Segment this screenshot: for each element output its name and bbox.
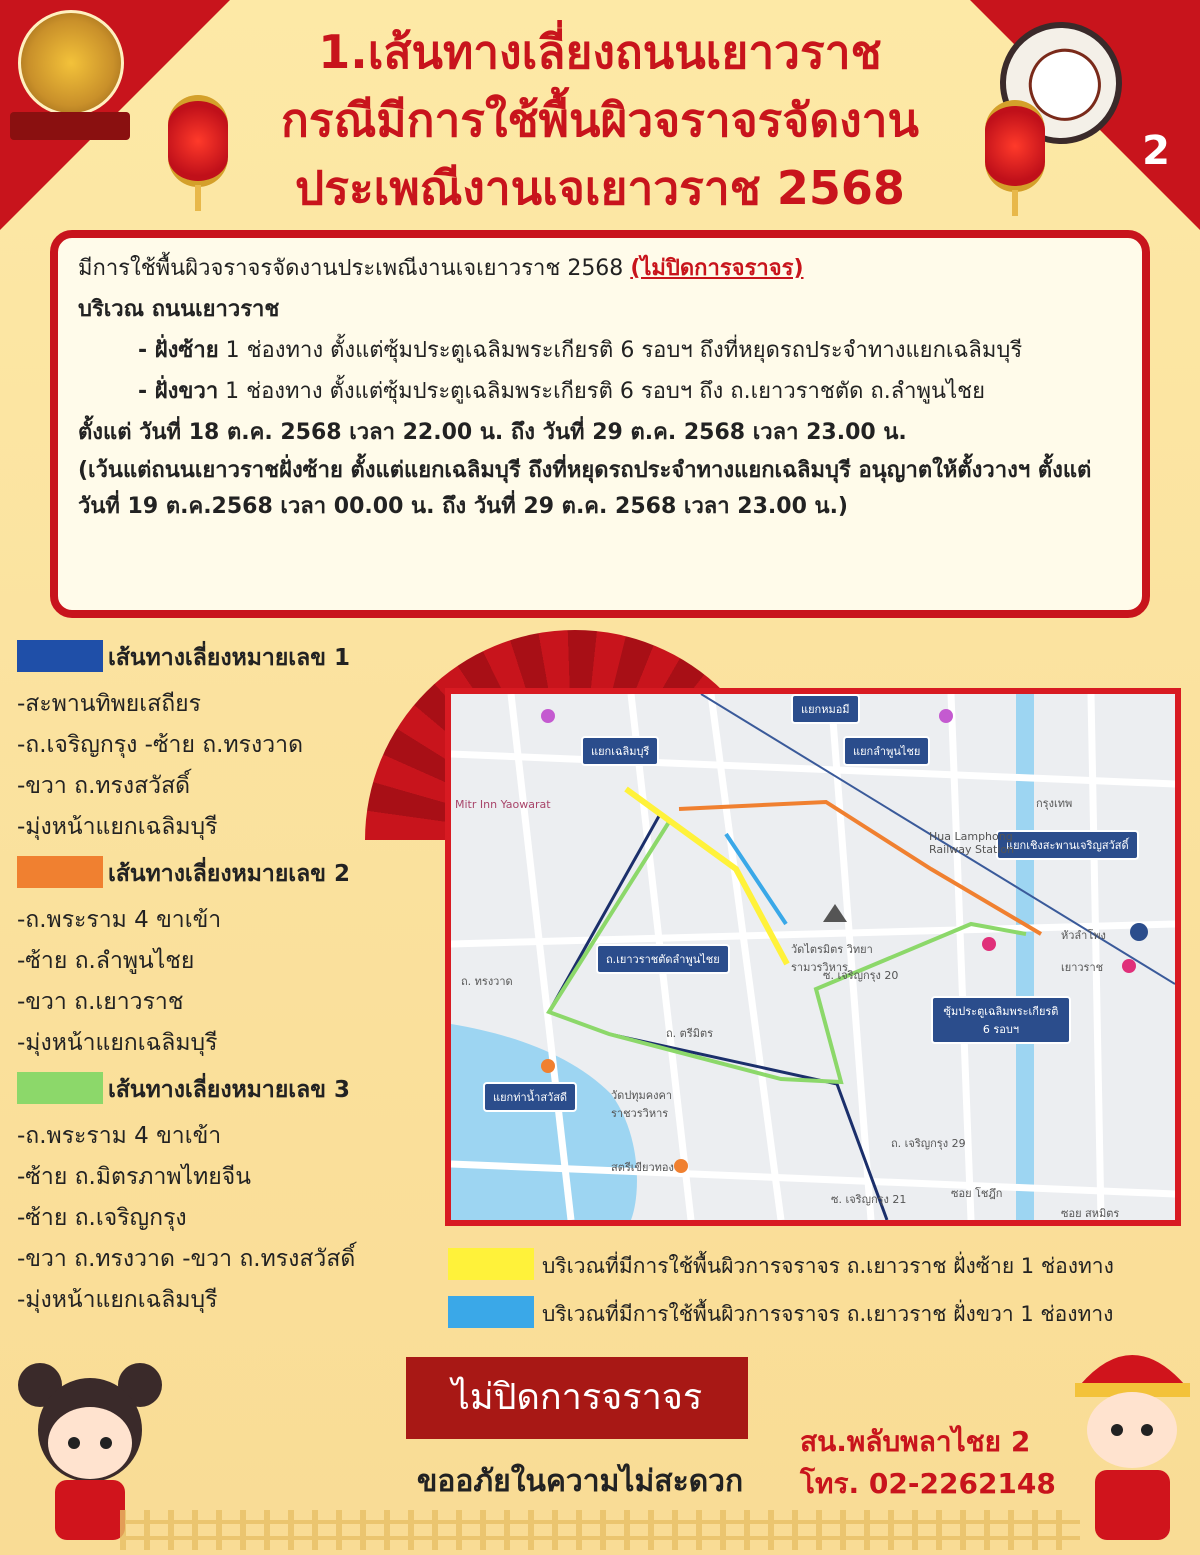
page-number-badge: 2	[1142, 128, 1170, 174]
left-lane-legend: บริเวณที่มีการใช้พื้นผิวการจราจร ถ.เยาวราช ฝั่งซ้าย 1 ช่องทาง	[542, 1254, 1114, 1278]
left-side-info: - ฝั่งซ้าย 1 ช่องทาง ตั้งแต่ซุ้มประตูเฉลิมพระเกียรติ 6 รอบฯ ถึงที่หยุดรถประจำทางแยกเฉลิมบุรี	[138, 338, 1023, 363]
route-2-step: -ถ.พระราม 4 ขาเข้า	[17, 907, 222, 933]
poi-marker	[541, 1059, 555, 1073]
station-name: สน.พลับพลาไชย 2	[800, 1425, 1031, 1458]
place-label: ซ. เจริญกรุง 21	[831, 1193, 907, 1206]
route-1-step: -มุ่งหน้าแยกเฉลิมบุรี	[17, 814, 218, 840]
route-3-step: -ซ้าย ถ.เจริญกรุง	[17, 1205, 187, 1231]
right-lane-swatch	[448, 1296, 534, 1328]
route-1-title: เส้นทางเลี่ยงหมายเลข 1	[108, 645, 350, 671]
not-closed-flag: (ไม่ปิดการจราจร)	[630, 256, 804, 281]
boy-mascot-icon	[1065, 1325, 1200, 1545]
route-1-step: -สะพานทิพยเสถียร	[17, 691, 201, 717]
poi-marker	[541, 709, 555, 723]
poi-marker	[674, 1159, 688, 1173]
route-3-swatch	[17, 1072, 103, 1104]
place-label: ถ. ตรีมิตร	[666, 1027, 714, 1040]
canal-area	[1016, 694, 1034, 1220]
callout-tha-nam-sawatdi: แยกท่าน้ำสวัสดี	[483, 1082, 577, 1112]
route-3-step: -ขวา ถ.ทรงวาด -ขวา ถ.ทรงสวัสดิ์	[17, 1246, 356, 1272]
mrt-station-icon	[1130, 923, 1148, 941]
poi-marker	[1122, 959, 1136, 973]
title-line-2: กรณีมีการใช้พื้นผิวจราจรจัดงาน	[281, 93, 919, 147]
page-title	[200, 18, 1000, 222]
exception-text: (เว้นแต่ถนนเยาวราชฝั่งซ้าย ตั้งแต่แยกเฉลิมบุรี ถึงที่หยุดรถประจำทางแยกเฉลิมบุรี อนุญาตให้ตั้งวางฯ ตั้งแต่ วันที่ 19 ต.ค.2568 เวลา 00.00 น. ถึง วันที่ 29 ต.ค. 2568 เวลา 23.00 น.)	[78, 458, 1092, 519]
route-1-step: -ถ.เจริญกรุง -ซ้าย ถ.ทรงวาด	[17, 732, 304, 758]
route-3-step: -มุ่งหน้าแยกเฉลิมบุรี	[17, 1287, 218, 1313]
period-text: ตั้งแต่ วันที่ 18 ต.ค. 2568 เวลา 22.00 น. ถึง วันที่ 29 ต.ค. 2568 เวลา 23.00 น.	[78, 420, 907, 445]
route-2-title: เส้นทางเลี่ยงหมายเลข 2	[108, 861, 350, 887]
route-1-swatch	[17, 640, 103, 672]
info-line-1: มีการใช้พื้นผิวจราจรจัดงานประเพณีงานเจเยาวราช 2568 (ไม่ปิดการจราจร)	[78, 256, 804, 281]
not-closed-banner: ไม่ปิดการจราจร	[406, 1357, 748, 1439]
right-side-info: - ฝั่งขวา 1 ช่องทาง ตั้งแต่ซุ้มประตูเฉลิมพระเกียรติ 6 รอบฯ ถึง ถ.เยาวราชตัด ถ.ลำพูนไชย	[138, 379, 985, 404]
route-3-step: -ถ.พระราม 4 ขาเข้า	[17, 1123, 222, 1149]
greek-key-border	[120, 1510, 1080, 1550]
callout-lamphun-chai-junction: แยกลำพูนไชย	[843, 736, 930, 766]
info-box	[50, 230, 1150, 618]
police-logo-caption	[10, 112, 130, 140]
poi-marker	[939, 709, 953, 723]
area-label: บริเวณ ถนนเยาวราช	[78, 297, 280, 322]
place-label: ซอย สหมิตร	[1061, 1207, 1120, 1220]
route-1-step: -ขวา ถ.ทรงสวัสดิ์	[17, 773, 191, 799]
station-phone: โทร. 02-2262148	[800, 1467, 1056, 1500]
callout-charoen-sawat-bridge: แยกเชิงสะพานเจริญสวัสดิ์	[996, 830, 1139, 860]
place-label: วัดปทุมคงคา ราชวรวิหาร	[611, 1089, 673, 1120]
route-3-title: เส้นทางเลี่ยงหมายเลข 3	[108, 1077, 350, 1103]
title-line-3: ประเพณีงานเจเยาวราช 2568	[295, 161, 905, 215]
police-logo-left	[18, 10, 124, 116]
left-lane-swatch	[448, 1248, 534, 1280]
place-label: ถ. เจริญกรุง 29	[891, 1137, 966, 1150]
route-2-step: -ซ้าย ถ.ลำพูนไชย	[17, 948, 195, 974]
place-label: ถ. ทรงวาด	[461, 975, 513, 988]
place-label: หัวลำโพง	[1061, 929, 1106, 942]
place-label: กรุงเทพ	[1036, 797, 1073, 810]
callout-yaowarat-lamphun-chai: ถ.เยาวราชตัดลำพูนไชย	[596, 944, 730, 974]
place-label: ซอย โชฎึก	[951, 1187, 1003, 1200]
callout-mo-mi-junction: แยกหมอมี	[791, 694, 860, 724]
place-label: Mitr Inn Yaowarat	[455, 798, 551, 811]
place-label: วัดไตรมิตร วิทยารามวรวิหาร	[791, 943, 873, 974]
place-label: ซ. เจริญกรุง 20	[823, 969, 899, 982]
title-line-1: 1.เส้นทางเลี่ยงถนนเยาวราช	[318, 25, 882, 79]
place-label: สตรีเขียวทอง	[611, 1161, 674, 1174]
place-label: Hua Lamphong Railway Station	[929, 830, 1015, 856]
map[interactable]	[445, 688, 1181, 1226]
callout-chaloem-buri-junction: แยกเฉลิมบุรี	[581, 736, 659, 766]
callout-chaloem-gate: ซุ้มประตูเฉลิมพระเกียรติ 6 รอบฯ	[931, 996, 1071, 1044]
route-2-step: -ขวา ถ.เยาวราช	[17, 989, 184, 1015]
apology-text: ขออภัยในความไม่สะดวก	[416, 1464, 744, 1499]
right-lane-legend: บริเวณที่มีการใช้พื้นผิวการจราจร ถ.เยาวราช ฝั่งขวา 1 ช่องทาง	[542, 1302, 1114, 1326]
route-3-step: -ซ้าย ถ.มิตรภาพไทยจีน	[17, 1164, 251, 1190]
poi-marker	[982, 937, 996, 951]
route-2-swatch	[17, 856, 103, 888]
place-label: เยาวราช	[1061, 961, 1104, 974]
route-2-step: -มุ่งหน้าแยกเฉลิมบุรี	[17, 1030, 218, 1056]
